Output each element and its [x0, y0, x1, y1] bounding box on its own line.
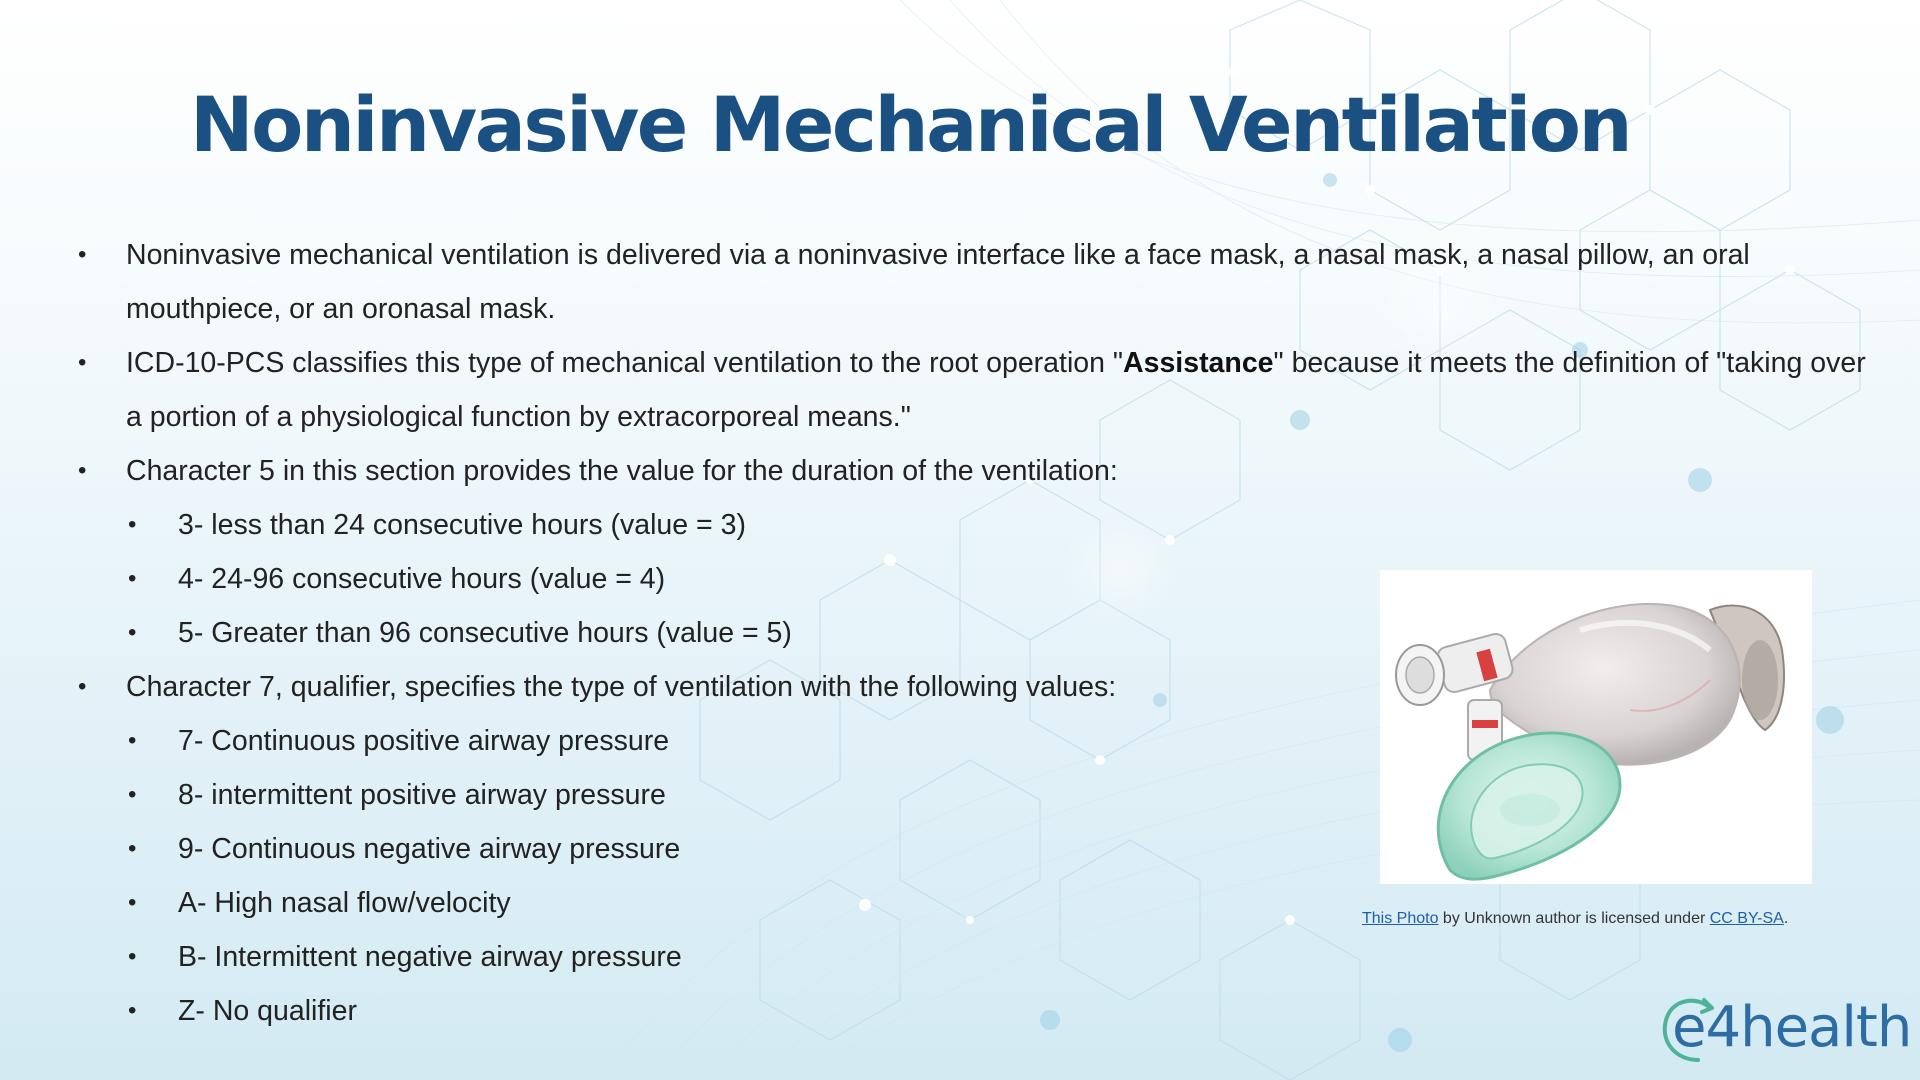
sub-bullet-item — [0, 876, 1178, 930]
bullet-text: ICD-10-PCS classifies this type of mechanical ventilation to the root operation " — [126, 347, 1124, 379]
bullet-text: B- Intermittent negative airway pressure — [178, 941, 682, 973]
bullet-text: Character 7, qualifier, specifies the type of ventilation with the following values: — [126, 671, 1117, 703]
bullet-item — [0, 444, 1866, 498]
e4health-logo — [1664, 988, 1912, 1068]
sub-bullet-item — [0, 930, 1178, 984]
sub-bullet-item — [0, 552, 1178, 606]
bullet-text: A- High nasal flow/velocity — [178, 887, 511, 919]
bullet-text: 7- Continuous positive airway pressure — [178, 725, 670, 757]
photo-caption — [1362, 910, 1842, 928]
bullet-text: 3- less than 24 consecutive hours (value = 3) — [178, 509, 746, 541]
sub-bullet-item — [0, 498, 1178, 552]
bullet-dot: • — [78, 457, 87, 484]
bullet-text: 5- Greater than 96 consecutive hours (value = 5) — [178, 617, 792, 649]
bullet-text: Character 5 in this section provides the value for the duration of the ventilation: — [126, 455, 1118, 487]
bag-valve-mask-image — [1380, 570, 1812, 884]
bullet-item — [0, 336, 1866, 444]
bullet-text: 9- Continuous negative airway pressure — [178, 833, 681, 865]
bullet-dot: • — [128, 997, 137, 1024]
caption-text: by Unknown author is licensed under — [1438, 910, 1710, 927]
bullet-dot: • — [128, 781, 137, 808]
sub-bullet-item — [0, 984, 1178, 1038]
bullet-item — [0, 228, 1866, 336]
bag-valve-mask-icon — [1380, 570, 1812, 884]
sub-bullet-item — [0, 714, 1178, 768]
bullet-text: " because it meets the definition of "taking over a portion of a physiological function by extracorporeal means." — [126, 347, 1866, 433]
logo-text: e4health — [1672, 995, 1912, 1060]
bullet-dot: • — [128, 835, 137, 862]
bullet-text: 8- intermittent positive airway pressure — [178, 779, 666, 811]
bullet-dot: • — [128, 565, 137, 592]
bullet-text: Noninvasive mechanical ventilation is delivered via a noninvasive interface like a face mask, a nasal mask, a nasal pillow, an oral mouthpiece, or an oronasal mask. — [126, 239, 1750, 325]
caption-end: . — [1783, 910, 1789, 927]
sub-bullet-item — [0, 822, 1178, 876]
sub-bullet-item — [0, 606, 1178, 660]
slide-title: Noninvasive Mechanical Ventilation — [190, 80, 1631, 169]
bullet-dot: • — [128, 889, 137, 916]
bullet-text: 4- 24-96 consecutive hours (value = 4) — [178, 563, 666, 595]
bullet-dot: • — [78, 241, 87, 268]
bullet-dot: • — [128, 943, 137, 970]
bullet-dot: • — [128, 511, 137, 538]
license-link[interactable]: CC BY-SA — [1709, 910, 1784, 927]
bullet-text: Z- No qualifier — [178, 995, 357, 1027]
bullet-dot: • — [78, 673, 87, 700]
bullet-dot: • — [128, 727, 137, 754]
bullet-dot: • — [128, 619, 137, 646]
sub-bullet-item — [0, 768, 1178, 822]
bullet-dot: • — [78, 349, 87, 376]
photo-source-link[interactable]: This Photo — [1362, 910, 1439, 927]
bullet-bold-term: Assistance — [1123, 347, 1274, 379]
